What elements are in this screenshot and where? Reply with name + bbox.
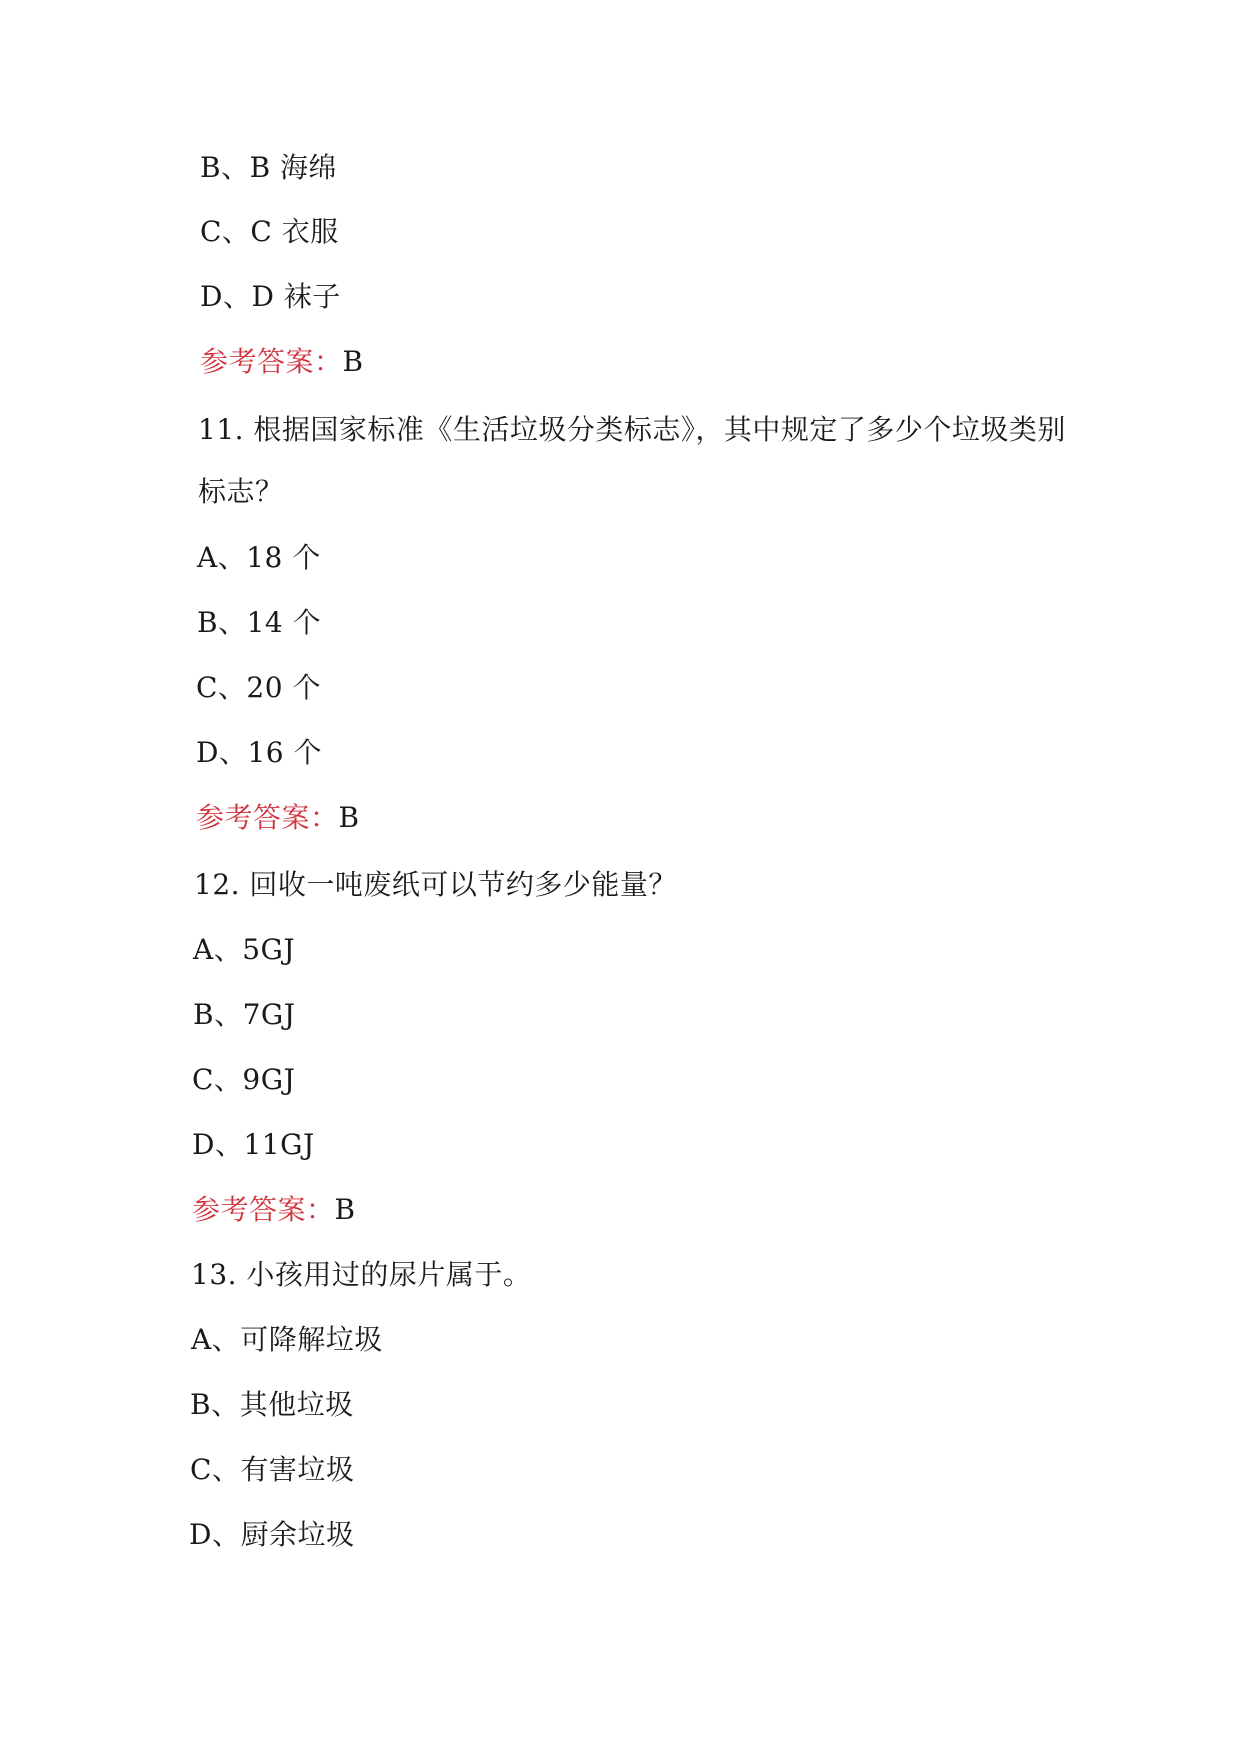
option-a-q12: A、5GJ (193, 933, 296, 966)
option-a-q11: A、18 个 (197, 541, 321, 574)
option-b-q10: B、B 海绵 (200, 151, 338, 184)
answer-q12 (192, 1192, 356, 1228)
option-d-q10: D、D 袜子 (200, 280, 341, 313)
option-b-q11: B、14 个 (197, 606, 322, 639)
answer-label: 参考答案： (192, 1193, 335, 1226)
question-11-continued: 标志？ (198, 475, 284, 508)
option-c-q11: C、20 个 (196, 671, 321, 704)
option-c-q10: C、C 衣服 (200, 215, 339, 248)
option-d-q11: D、16 个 (196, 736, 322, 769)
option-c-q13: C、有害垃圾 (190, 1453, 355, 1486)
option-d-q12: D、11GJ (192, 1128, 315, 1161)
option-b-q13: B、其他垃圾 (190, 1388, 354, 1421)
question-13: 13. 小孩用过的尿片属于。 (191, 1258, 532, 1291)
answer-label: 参考答案： (196, 801, 339, 834)
question-11: 11. 根据国家标准《生活垃圾分类标志》，其中规定了多少个垃圾类别 (198, 413, 1066, 446)
answer-q11 (196, 800, 360, 836)
answer-value: B (334, 1193, 356, 1226)
question-12: 12. 回收一吨废纸可以节约多少能量？ (194, 868, 677, 901)
option-a-q13: A、可降解垃圾 (191, 1323, 383, 1356)
answer-label: 参考答案： (200, 345, 343, 378)
answer-q10 (200, 344, 364, 380)
option-d-q13: D、厨余垃圾 (189, 1518, 355, 1551)
answer-value: B (338, 801, 360, 834)
answer-value: B (342, 345, 364, 378)
option-b-q12: B、7GJ (193, 998, 296, 1031)
option-c-q12: C、9GJ (192, 1063, 296, 1096)
